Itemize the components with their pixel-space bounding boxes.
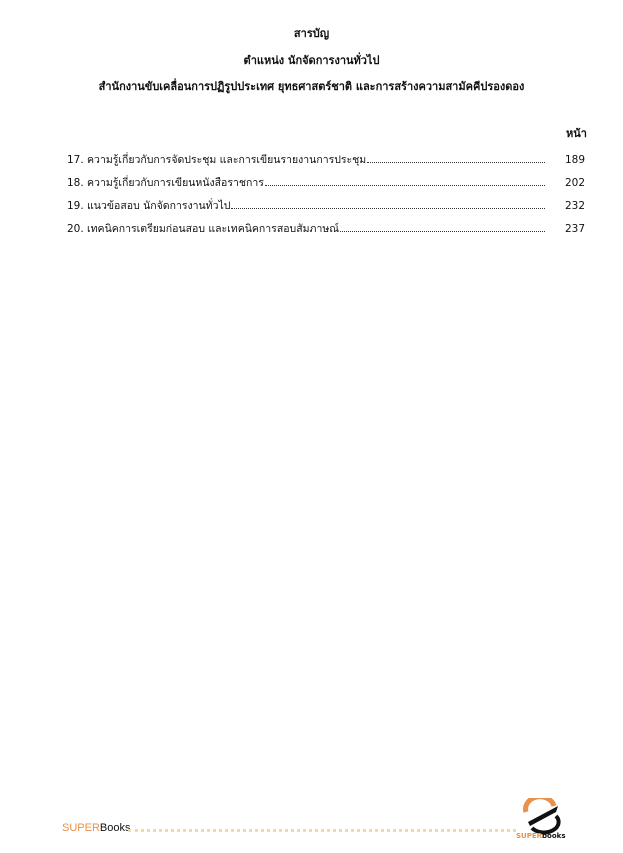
agency-title: สำนักงานขับเคลื่อนการปฏิรูปประเทศ ยุทธศาสตร์ชาติ และการสร้างความสามัคคีปรองดอง: [98, 80, 525, 93]
position-title: ตำแหน่ง นักจัดการงานทั่วไป: [243, 54, 380, 67]
toc-entry-title: 20. เทคนิคการเตรียมก่อนสอบ และเทคนิคการสอบสัมภาษณ์: [67, 223, 340, 235]
footer-divider: [128, 829, 516, 832]
toc-entry-title: 19. แนวข้อสอบ นักจัดการงานทั่วไป: [67, 200, 231, 212]
toc-title: สารบัญ: [293, 27, 330, 40]
toc-entry-page: 232: [564, 200, 585, 212]
toc-entry-page: 202: [564, 177, 585, 189]
toc-entry-page: 189: [564, 154, 585, 166]
leader-dots: [340, 231, 545, 232]
toc-entry: [67, 220, 585, 236]
superbooks-logo-icon: [512, 798, 572, 840]
leader-dots: [265, 185, 545, 186]
footer-brand-super: SUPER: [62, 822, 100, 834]
toc-entry-page: 237: [564, 223, 585, 235]
leader-dots: [231, 208, 545, 209]
toc-entry-title: 17. ความรู้เกี่ยวกับการจัดประชุม และการเขียนรายงานการประชุม: [67, 154, 367, 166]
svg-text:SUPERbooks: SUPERbooks: [516, 832, 566, 840]
footer-brand: [62, 822, 130, 834]
page-column-header: หน้า: [566, 127, 587, 140]
footer-brand-books: Books: [99, 822, 131, 834]
toc-entry-title: 18. ความรู้เกี่ยวกับการเขียนหนังสือราชการ: [67, 177, 264, 189]
toc-entry: [67, 197, 585, 213]
toc-entry: [67, 151, 585, 167]
leader-dots: [367, 162, 545, 163]
toc-entry: [67, 174, 585, 190]
